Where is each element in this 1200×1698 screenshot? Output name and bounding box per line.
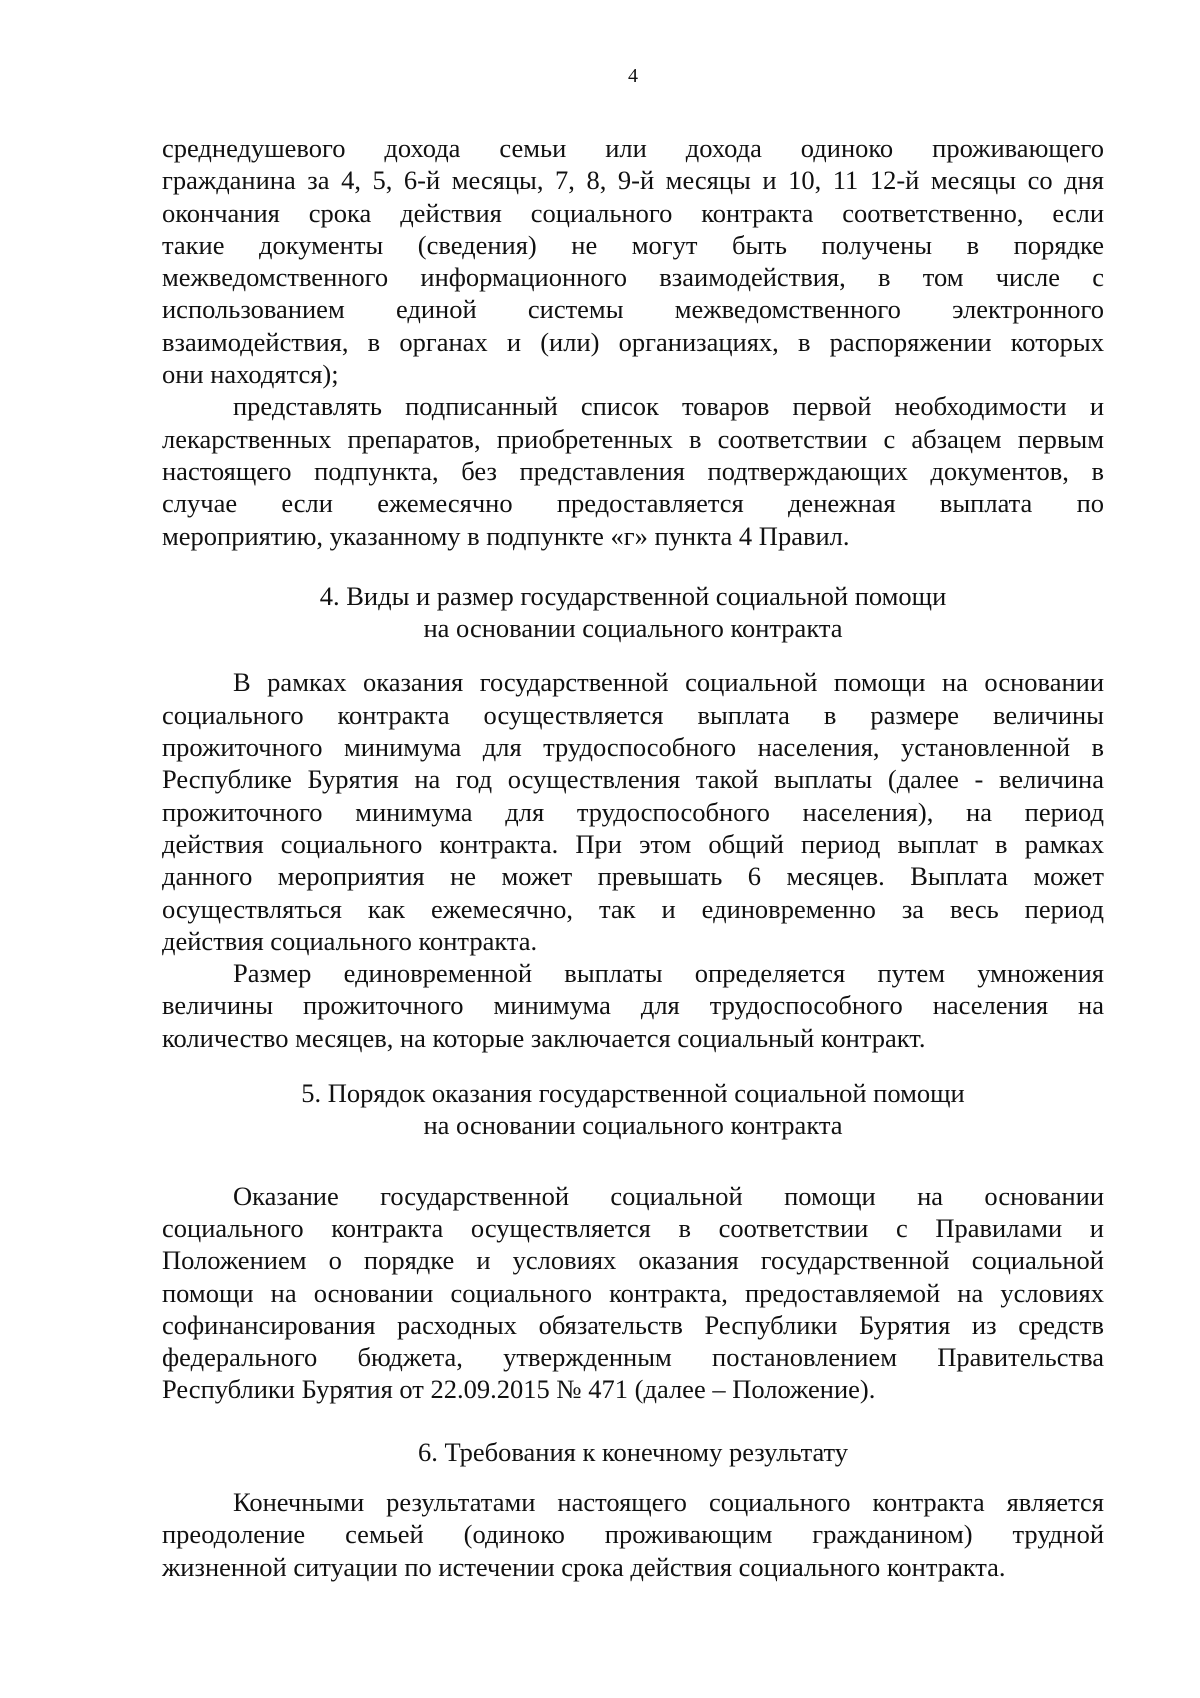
text-line: случае если ежемесячно предоставляется денежная выплата по: [162, 488, 1104, 519]
text-line: Размер единовременной выплаты определяется путем умножения: [233, 958, 1104, 989]
continuation-paragraph: [162, 132, 1104, 390]
section-5-heading: [162, 1077, 1104, 1142]
text-line: взаимодействия, в органах и (или) организациях, в распоряжении которых: [162, 326, 1104, 357]
section-4-paragraph-1: [162, 666, 1104, 957]
text-line: использованием единой системы межведомственного электронного: [162, 294, 1104, 325]
text-line: Оказание государственной социальной помощи на основании: [233, 1180, 1104, 1211]
text-line: такие документы (сведения) не могут быть получены в порядке: [162, 229, 1104, 260]
heading-line: 4. Виды и размер государственной социальной помощи: [319, 580, 947, 611]
text-line: величины прожиточного минимума для трудоспособного населения на: [162, 990, 1104, 1021]
text-line: прожиточного минимума для трудоспособного населения), на период: [162, 796, 1104, 827]
text-line: В рамках оказания государственной социальной помощи на основании: [233, 667, 1104, 698]
section-4-heading: [162, 580, 1104, 645]
text-line: софинансирования расходных обязательств Республики Бурятия из средств: [162, 1309, 1104, 1340]
goods-list-paragraph: [162, 390, 1104, 551]
heading-line: 6. Требования к конечному результату: [417, 1436, 849, 1467]
text-line: Республики Бурятия от 22.09.2015 № 471 (далее – Положение).: [162, 1374, 876, 1405]
heading-line: на основании социального контракта: [423, 613, 843, 644]
page-number: 4: [628, 65, 638, 87]
text-line: осуществляться как ежемесячно, так и единовременно за весь период: [162, 893, 1104, 924]
text-line: федерального бюджета, утвержденным постановлением Правительства: [162, 1342, 1104, 1373]
section-6-paragraph-1: [162, 1486, 1104, 1583]
section-6-heading: [162, 1436, 1104, 1468]
text-line: Положением о порядке и условиях оказания государственной социальной: [162, 1245, 1104, 1276]
text-line: жизненной ситуации по истечении срока действия социального контракта.: [162, 1551, 1006, 1582]
text-line: мероприятию, указанному в подпункте «г» пункта 4 Правил.: [162, 520, 850, 551]
text-line: среднедушевого дохода семьи или дохода одиноко проживающего: [162, 133, 1104, 163]
text-line: лекарственных препаратов, приобретенных в соответствии с абзацем первым: [162, 423, 1104, 454]
text-line: помощи на основании социального контракта, предоставляемой на условиях: [162, 1277, 1104, 1308]
text-line: социального контракта осуществляется выплата в размере величины: [162, 699, 1104, 730]
text-line: Конечными результатами настоящего социального контракта является: [233, 1486, 1104, 1517]
heading-line: 5. Порядок оказания государственной социальной помощи: [301, 1078, 965, 1109]
text-line: Республике Бурятия на год осуществления такой выплаты (далее - величина: [162, 764, 1104, 795]
document-page: [162, 64, 1104, 1583]
text-line: действия социального контракта. При этом общий период выплат в рамках: [162, 828, 1104, 859]
text-line: преодоление семьей (одиноко проживающим гражданином) трудной: [162, 1519, 1104, 1550]
text-line: они находятся);: [162, 359, 339, 390]
text-line: данного мероприятия не может превышать 6 месяцев. Выплата может: [162, 861, 1104, 892]
heading-line: на основании социального контракта: [423, 1110, 843, 1141]
section-4-paragraph-2: [162, 957, 1104, 1054]
text-line: представлять подписанный список товаров первой необходимости и: [233, 391, 1104, 422]
text-line: гражданина за 4, 5, 6-й месяцы, 7, 8, 9-й месяцы и 10, 11 12-й месяцы со дня: [162, 165, 1104, 196]
text-line: окончания срока действия социального контракта соответственно, если: [162, 197, 1104, 228]
section-5-paragraph-1: [162, 1180, 1104, 1406]
text-line: действия социального контракта.: [162, 925, 538, 956]
text-line: прожиточного минимума для трудоспособного населения, установленной в: [162, 732, 1104, 763]
text-line: межведомственного информационного взаимодействия, в том числе с: [162, 262, 1104, 293]
text-line: настоящего подпункта, без представления подтверждающих документов, в: [162, 455, 1104, 486]
text-line: количество месяцев, на которые заключается социальный контракт.: [162, 1022, 926, 1053]
text-line: социального контракта осуществляется в соответствии с Правилами и: [162, 1212, 1104, 1243]
